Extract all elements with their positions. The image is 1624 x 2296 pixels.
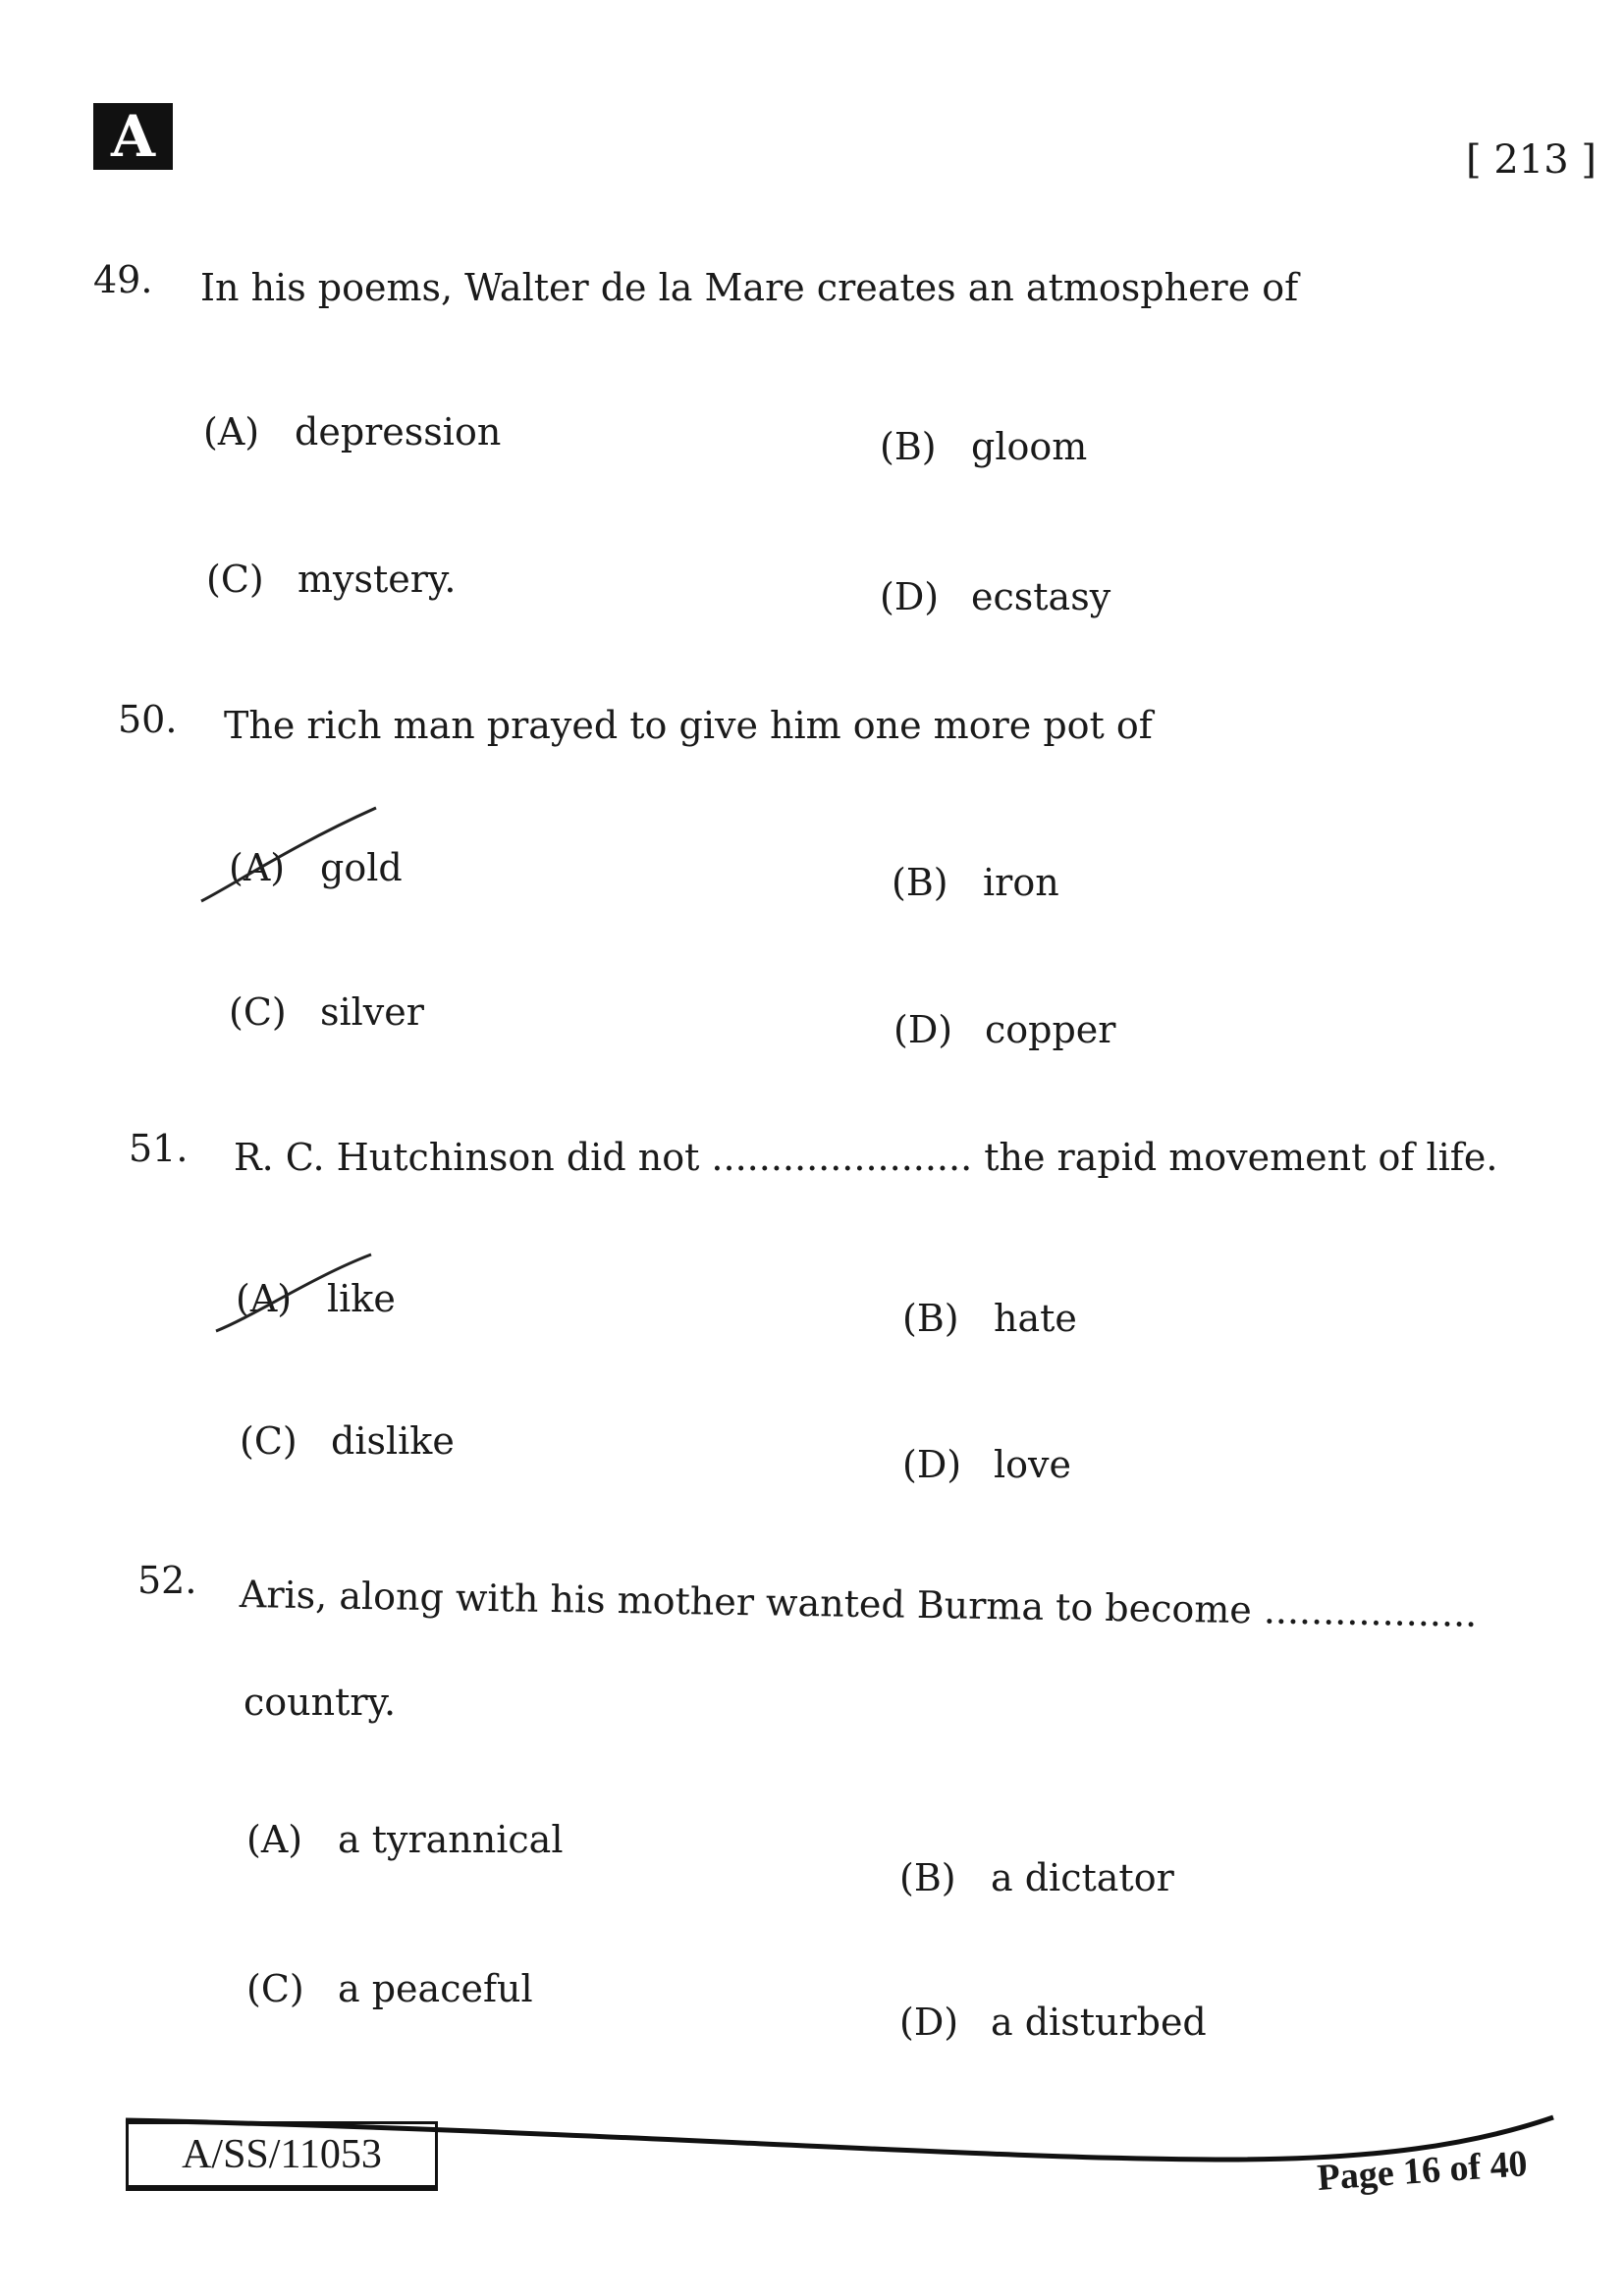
question-continuation: country.	[244, 1681, 397, 1724]
option-d: (D) a disturbed	[899, 2001, 1207, 2044]
question-text: In his poems, Walter de la Mare creates an atmosphere of	[200, 266, 1299, 309]
option-a: (A) depression	[203, 410, 502, 454]
question-number: 52.	[137, 1559, 197, 1602]
question-text: The rich man prayed to give him one more pot of	[224, 704, 1153, 747]
option-a: (A) gold	[229, 846, 403, 889]
paper-code-bracket: [ 213 ]	[1466, 137, 1597, 183]
question-text: Aris, along with his mother wanted Burma to become ..................	[239, 1573, 1478, 1635]
option-c: (C) a peaceful	[246, 1967, 533, 2010]
option-a: (A) a tyrannical	[246, 1818, 564, 1861]
question-number: 51.	[129, 1127, 189, 1170]
question-text: R. C. Hutchinson did not ...................... the rapid movement of life.	[234, 1136, 1498, 1179]
question-number: 49.	[93, 258, 153, 301]
option-b: (B) iron	[892, 861, 1059, 904]
option-c: (C) dislike	[240, 1419, 455, 1463]
page-number: Page 16 of 40	[1316, 2143, 1529, 2199]
paper-code-box: A/SS/11053	[126, 2121, 438, 2191]
option-c: (C) mystery.	[206, 558, 457, 601]
option-d: (D) love	[902, 1443, 1071, 1486]
option-c: (C) silver	[229, 990, 424, 1034]
option-b: (B) a dictator	[899, 1856, 1174, 1899]
option-a: (A) like	[236, 1277, 396, 1320]
option-d: (D) ecstasy	[880, 575, 1111, 618]
option-b: (B) hate	[902, 1297, 1077, 1340]
set-badge: A	[93, 103, 173, 170]
option-b: (B) gloom	[880, 425, 1088, 468]
option-d: (D) copper	[893, 1008, 1116, 1051]
question-number: 50.	[118, 698, 178, 741]
